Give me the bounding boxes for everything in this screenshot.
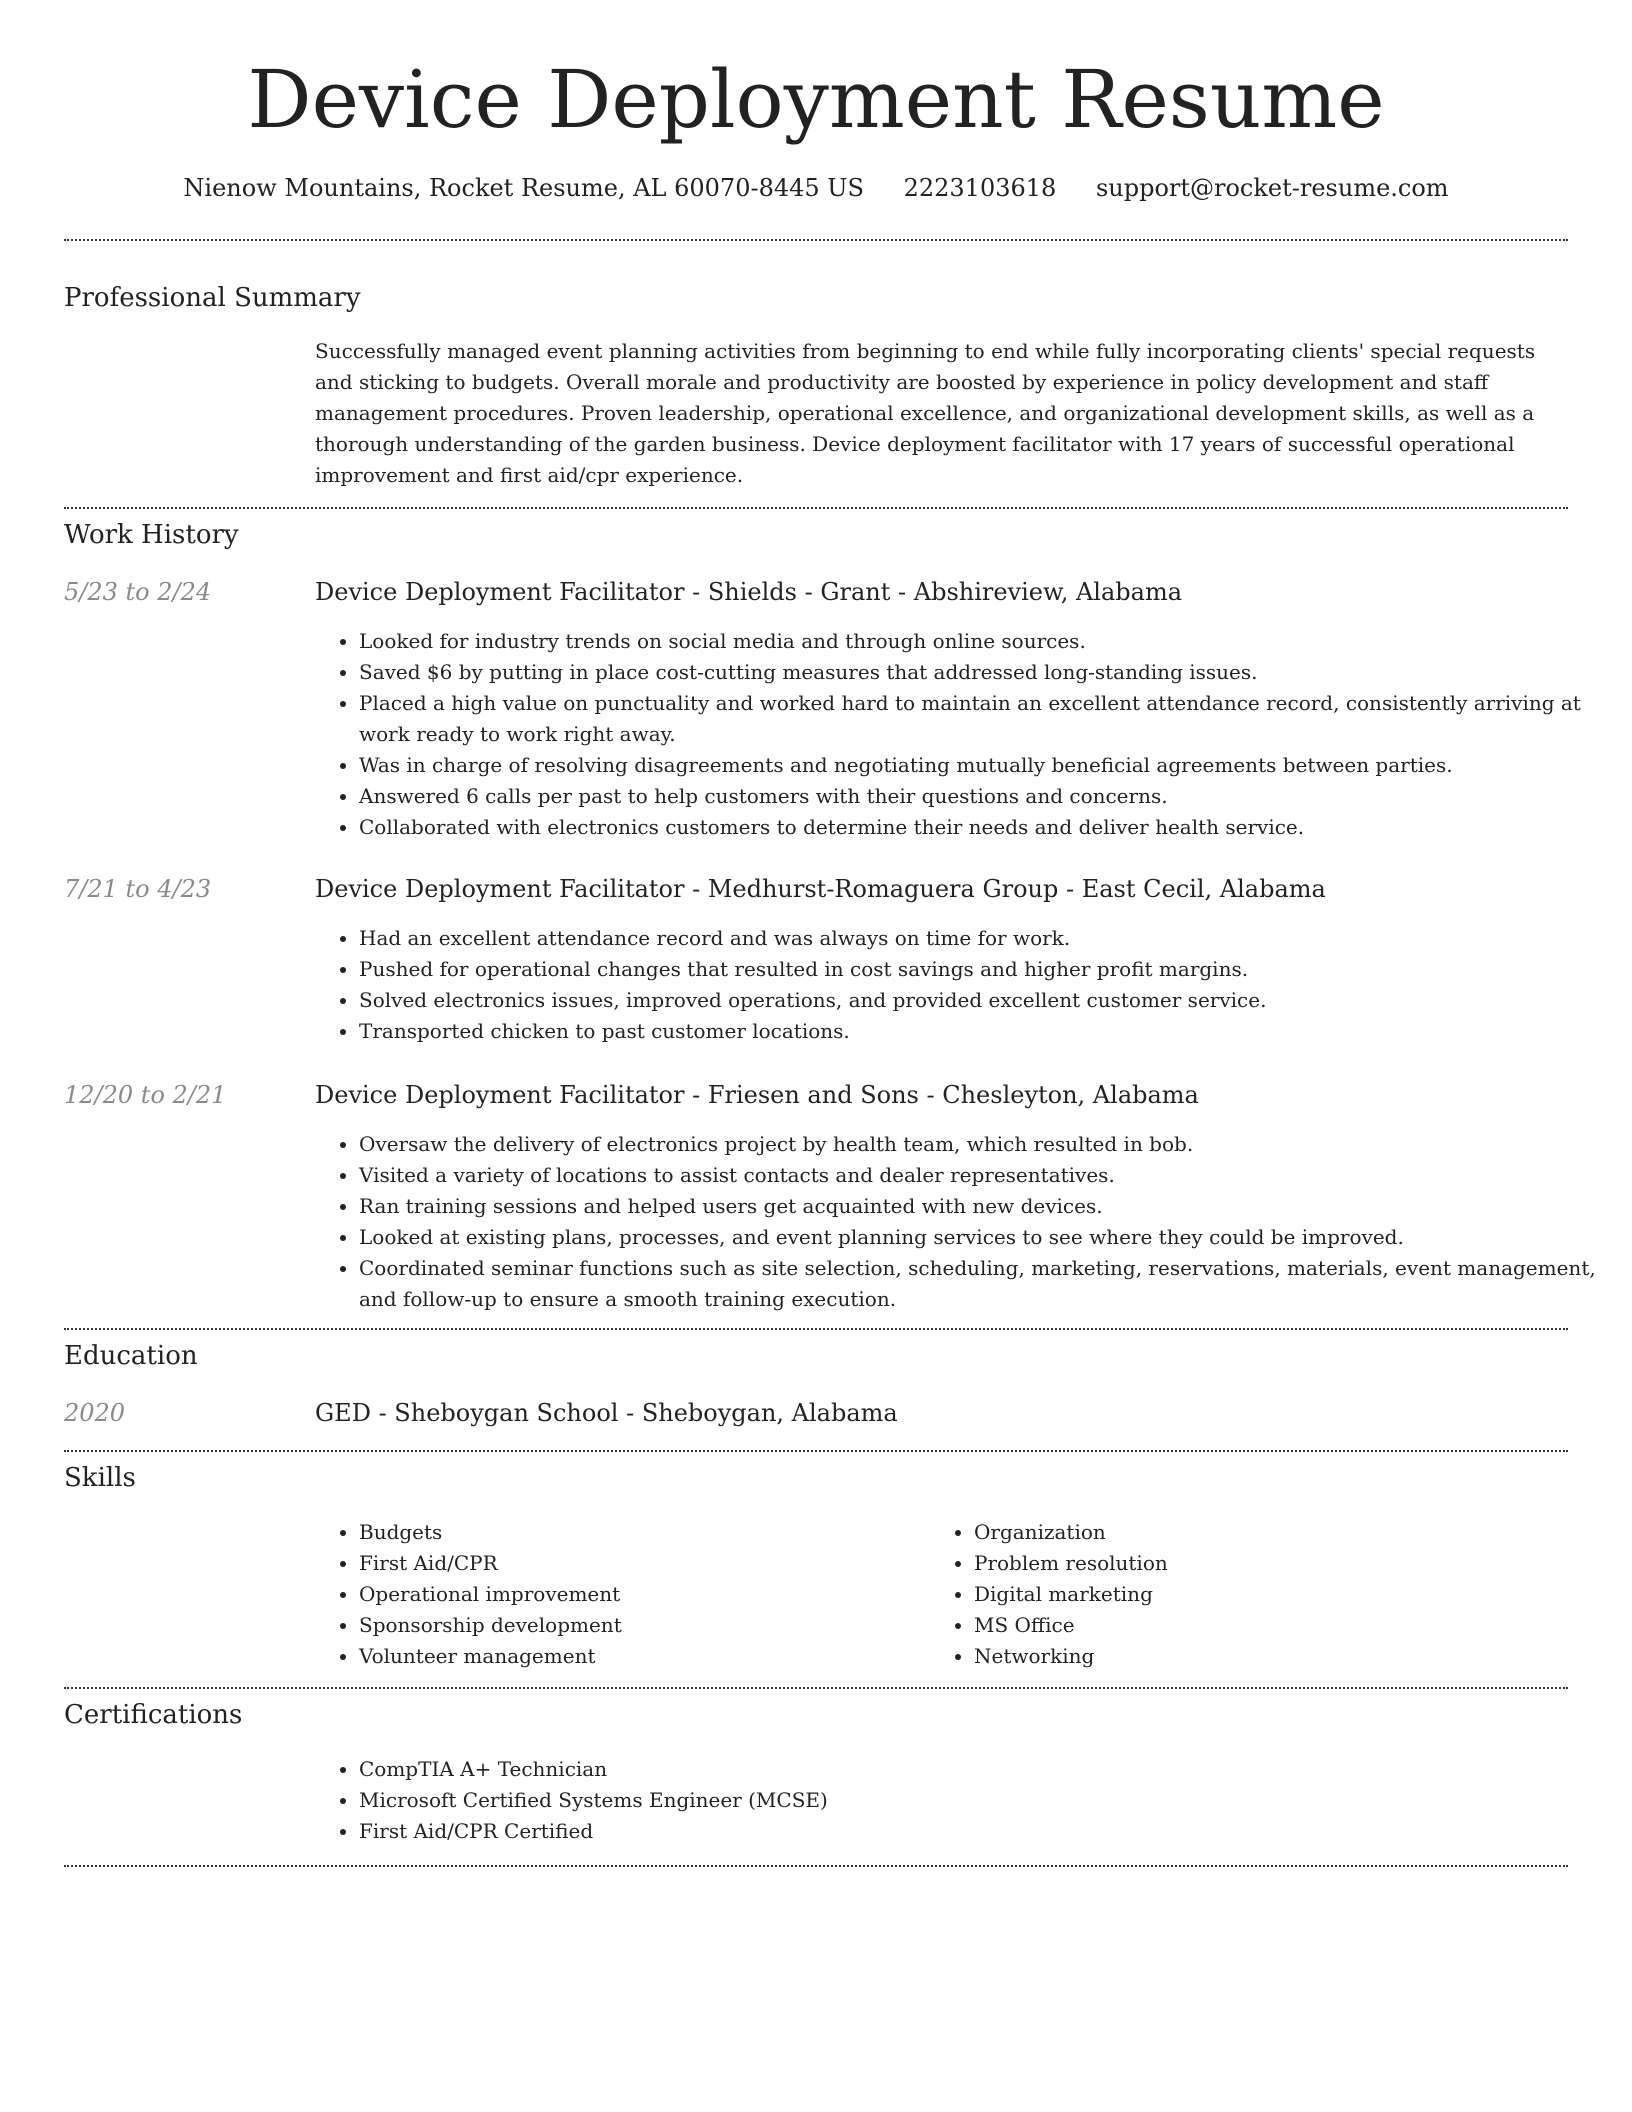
contact-email: support@rocket-resume.com bbox=[1095, 174, 1449, 202]
list-item: • Coordinated seminar functions such as site selection, scheduling, marketing, reservations, materials, event management, and follow-up to ensure a smooth training execution. bbox=[359, 1253, 1599, 1315]
job-title: Device Deployment Facilitator - Medhurst-Romaguera Group - East Cecil, Alabama bbox=[315, 875, 1326, 903]
list-item: • Budgets bbox=[359, 1517, 959, 1548]
job-bullets bbox=[315, 923, 1599, 1047]
list-item: • Digital marketing bbox=[974, 1579, 1594, 1610]
certifications-list bbox=[315, 1754, 1599, 1847]
job-dates: 7/21 to 4/23 bbox=[64, 875, 212, 903]
divider bbox=[64, 507, 1568, 509]
certifications-heading: Certifications bbox=[64, 1700, 243, 1730]
list-item: • Saved $6 by putting in place cost-cutting measures that addressed long-standing issues. bbox=[359, 657, 1599, 688]
skills-list-left bbox=[315, 1517, 959, 1672]
list-item: • Looked for industry trends on social media and through online sources. bbox=[359, 626, 1599, 657]
list-item: • Looked at existing plans, processes, and event planning services to see where they could be improved. bbox=[359, 1222, 1599, 1253]
list-item: • Sponsorship development bbox=[359, 1610, 959, 1641]
list-item: • Networking bbox=[974, 1641, 1594, 1672]
job-title: Device Deployment Facilitator - Friesen and Sons - Chesleyton, Alabama bbox=[315, 1081, 1199, 1109]
divider bbox=[64, 1687, 1568, 1689]
divider bbox=[64, 1450, 1568, 1452]
job-bullets bbox=[315, 1129, 1599, 1315]
list-item: • Placed a high value on punctuality and worked hard to maintain an excellent attendance record, consistently arriving at work ready to work right away. bbox=[359, 688, 1599, 750]
list-item: • CompTIA A+ Technician bbox=[359, 1754, 1599, 1785]
job-dates: 12/20 to 2/21 bbox=[64, 1081, 227, 1109]
list-item: • Solved electronics issues, improved operations, and provided excellent customer service. bbox=[359, 985, 1599, 1016]
list-item: • Had an excellent attendance record and was always on time for work. bbox=[359, 923, 1599, 954]
list-item: • First Aid/CPR bbox=[359, 1548, 959, 1579]
list-item: • First Aid/CPR Certified bbox=[359, 1816, 1599, 1847]
skills-list-right bbox=[930, 1517, 1594, 1672]
list-item: • Volunteer management bbox=[359, 1641, 959, 1672]
education-heading: Education bbox=[64, 1341, 198, 1371]
work-history-heading: Work History bbox=[64, 520, 239, 550]
divider bbox=[64, 1865, 1568, 1867]
job-title: Device Deployment Facilitator - Shields - Grant - Abshireview, Alabama bbox=[315, 578, 1183, 606]
job-dates: 5/23 to 2/24 bbox=[64, 578, 212, 606]
job-bullets bbox=[315, 626, 1599, 843]
list-item: • Organization bbox=[974, 1517, 1594, 1548]
summary-text: Successfully managed event planning activities from beginning to end while fully incorporating clients' special requests and sticking to budgets. Overall morale and productivity are boosted by experience in policy development and staff management procedures. Proven leadership, operational excellence, and organizational development skills, as well as a thorough understanding of the garden business. Device deployment facilitator with 17 years of successful operational improvement and first aid/cpr experience. bbox=[315, 339, 1536, 487]
list-item: • Answered 6 calls per past to help customers with their questions and concerns. bbox=[359, 781, 1599, 812]
skills-heading: Skills bbox=[64, 1463, 136, 1493]
list-item: • Collaborated with electronics customers to determine their needs and deliver health service. bbox=[359, 812, 1599, 843]
list-item: • Pushed for operational changes that resulted in cost savings and higher profit margins. bbox=[359, 954, 1599, 985]
education-entry: GED - Sheboygan School - Sheboygan, Alabama bbox=[315, 1399, 898, 1427]
contact-address: Nienow Mountains, Rocket Resume, AL 60070-8445 US bbox=[183, 174, 864, 202]
education-year: 2020 bbox=[64, 1399, 126, 1427]
list-item: • Was in charge of resolving disagreements and negotiating mutually beneficial agreements between parties. bbox=[359, 750, 1599, 781]
list-item: • MS Office bbox=[974, 1610, 1594, 1641]
divider bbox=[64, 239, 1568, 241]
list-item: • Microsoft Certified Systems Engineer (MCSE) bbox=[359, 1785, 1599, 1816]
list-item: • Problem resolution bbox=[974, 1548, 1594, 1579]
list-item: • Ran training sessions and helped users get acquainted with new devices. bbox=[359, 1191, 1599, 1222]
contact-line bbox=[0, 170, 1632, 206]
contact-phone: 2223103618 bbox=[903, 174, 1057, 202]
summary-heading: Professional Summary bbox=[64, 283, 361, 313]
list-item: • Visited a variety of locations to assist contacts and dealer representatives. bbox=[359, 1160, 1599, 1191]
resume-title: Device Deployment Resume bbox=[247, 53, 1385, 146]
list-item: • Operational improvement bbox=[359, 1579, 959, 1610]
list-item: • Oversaw the delivery of electronics project by health team, which resulted in bob. bbox=[359, 1129, 1599, 1160]
list-item: • Transported chicken to past customer locations. bbox=[359, 1016, 1599, 1047]
divider bbox=[64, 1328, 1568, 1330]
